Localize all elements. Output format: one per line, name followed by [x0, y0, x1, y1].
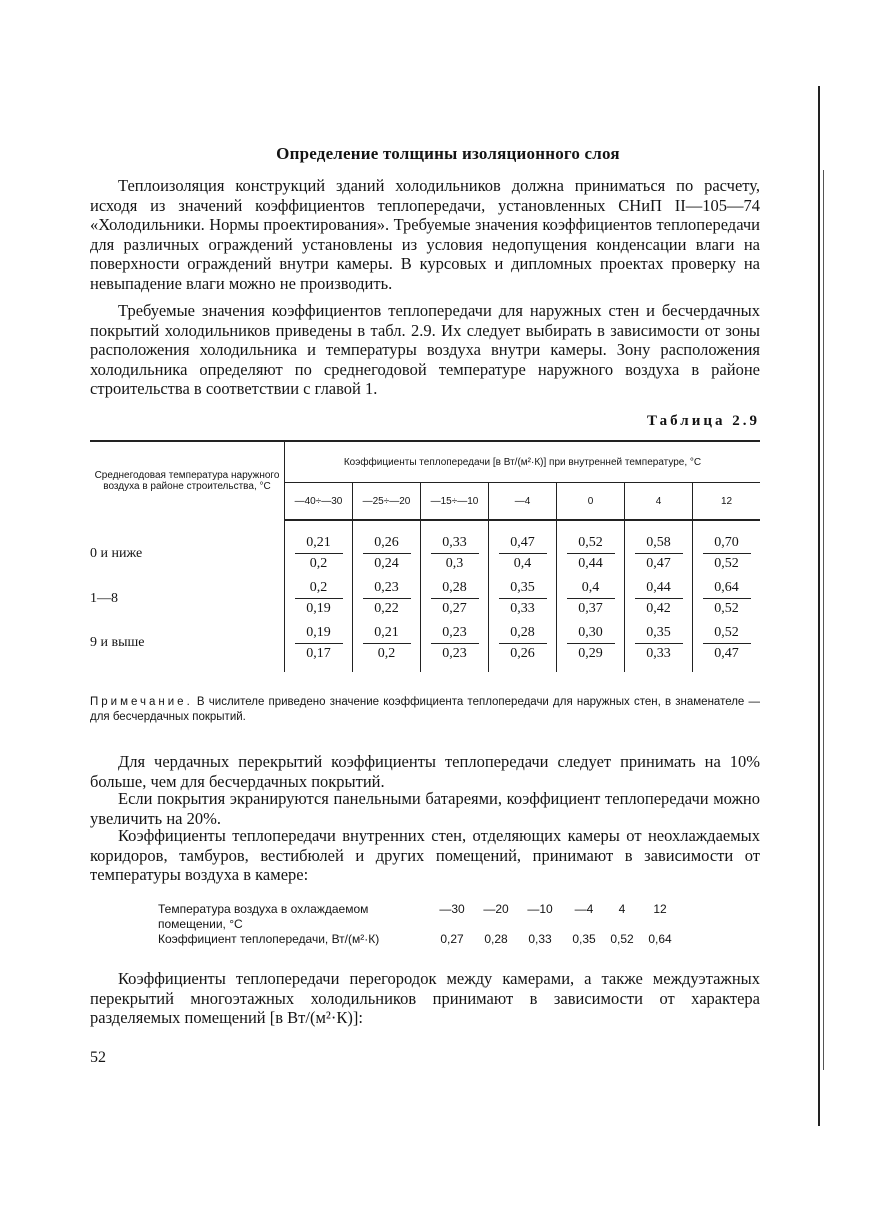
page-edge-line-inner — [823, 170, 824, 1070]
table-row — [90, 621, 760, 672]
denominator-value: 0,19 — [306, 601, 331, 616]
denominator-value: 0,4 — [513, 556, 532, 571]
denominator-value: 0,17 — [306, 646, 331, 661]
paragraph-partitions: Коэффициенты теплопередачи перегородок между камерами, а также междуэтажных перекрытий многоэтажных холодильников принимают в зависимости от характера разделяемых помещений [в Вт/(м²·К)]: — [90, 969, 760, 1027]
table-row — [90, 520, 760, 576]
numerator-value: 0,52 — [567, 533, 615, 554]
table-cell — [421, 576, 489, 621]
table-cell — [353, 520, 421, 576]
note-text: В числителе приведено значение коэффициента теплопередачи для наружных стен, в знаменателе — для бесчердачных покрытий. — [90, 696, 760, 723]
page-number: 52 — [90, 1049, 106, 1066]
temperature-value: —10 — [527, 902, 553, 916]
denominator-value: 0,37 — [578, 601, 603, 616]
coefficient-list — [158, 902, 684, 947]
numerator-value: 0,28 — [499, 623, 547, 644]
numerator-value: 0,21 — [295, 533, 343, 554]
paragraph-requirements: Требуемые значения коэффициентов теплопередачи для наружных стен и бесчердачных покрытий холодильников приведены в табл. 2.9. Их следует выбирать в зависимости от зоны расположения холодильника и температуры воздуха внутри камеры. Зону расположения холодильника определяют по среднегодовой температуре наружного воздуха в районе строительства в соответствии с главой 1. — [90, 301, 760, 398]
table-cell — [625, 621, 693, 672]
paragraph-panel-batteries: Если покрытия экранируются панельными батареями, коэффициент теплопередачи можно увеличить на 20%. — [90, 789, 760, 828]
coefficient-value: 0,33 — [528, 932, 552, 946]
denominator-value: 0,23 — [442, 646, 467, 661]
denominator-value: 0,26 — [510, 646, 535, 661]
note-label: Примечание. — [90, 696, 193, 708]
column-header: 12 — [693, 483, 761, 521]
denominator-value: 0,44 — [578, 556, 603, 571]
table-cell — [353, 576, 421, 621]
denominator-value: 0,22 — [374, 601, 399, 616]
numerator-value: 0,35 — [499, 578, 547, 599]
column-header: —25÷—20 — [353, 483, 421, 521]
numerator-value: 0,44 — [635, 578, 683, 599]
table-row — [90, 576, 760, 621]
denominator-value: 0,52 — [714, 601, 739, 616]
coefficient-value: 0,27 — [440, 932, 464, 946]
column-header: —4 — [489, 483, 557, 521]
table-cell — [557, 621, 625, 672]
denominator-value: 0,33 — [646, 646, 671, 661]
coefficient-value: 0,64 — [648, 932, 672, 946]
numerator-value: 0,23 — [363, 578, 411, 599]
section-heading: Определение толщины изоляционного слоя — [276, 144, 620, 163]
denominator-value: 0,3 — [445, 556, 464, 571]
table-cell — [693, 621, 761, 672]
table-caption: Таблица 2.9 — [647, 413, 760, 429]
temperature-value: —20 — [483, 902, 509, 916]
temperature-value: —4 — [574, 902, 594, 916]
numerator-value: 0,35 — [635, 623, 683, 644]
numerator-value: 0,23 — [431, 623, 479, 644]
numerator-value: 0,58 — [635, 533, 683, 554]
table-cell — [489, 576, 557, 621]
coefficient-label: Коэффициент теплопередачи, Вт/(м²·К) — [158, 932, 380, 946]
table-cell — [693, 520, 761, 576]
table-note — [90, 695, 760, 725]
coefficient-value: 0,28 — [484, 932, 508, 946]
numerator-value: 0,70 — [703, 533, 751, 554]
table-2-9 — [90, 440, 760, 672]
denominator-value: 0,52 — [714, 556, 739, 571]
denominator-value: 0,24 — [374, 556, 399, 571]
denominator-value: 0,47 — [714, 646, 739, 661]
numerator-value: 0,4 — [567, 578, 615, 599]
numerator-value: 0,26 — [363, 533, 411, 554]
table-cell — [625, 576, 693, 621]
numerator-value: 0,64 — [703, 578, 751, 599]
temperature-row — [158, 902, 684, 932]
denominator-value: 0,47 — [646, 556, 671, 571]
table-cell — [625, 520, 693, 576]
table-cell — [285, 520, 353, 576]
numerator-value: 0,21 — [363, 623, 411, 644]
paragraph-internal-walls: Коэффициенты теплопередачи внутренних стен, отделяющих камеры от неохлаждаемых коридоров, тамбуров, вестибюлей и других помещений, принимают в зависимости от температуры воздуха в камере: — [90, 826, 760, 884]
zone-label: 0 и ниже — [90, 520, 285, 576]
denominator-value: 0,27 — [442, 601, 467, 616]
temperature-value: —30 — [439, 902, 465, 916]
coefficient-row — [158, 932, 684, 947]
table-cell — [489, 520, 557, 576]
denominator-value: 0,2 — [309, 556, 328, 571]
table-cell — [557, 520, 625, 576]
table-cell — [489, 621, 557, 672]
denominator-value: 0,29 — [578, 646, 603, 661]
column-header: —15÷—10 — [421, 483, 489, 521]
numerator-value: 0,2 — [295, 578, 343, 599]
paragraph-insulation: Теплоизоляция конструкций зданий холодильников должна приниматься по расчету, исходя из значений коэффициентов теплопередачи, установленных СНиП II—105—74 «Холодильники. Нормы проектирования». Требуемые значения коэффициентов теплопередачи для различных ограждений установлены из условия недопущения конденсации влаги на поверхности ограждений внутри камеры. В курсовых и дипломных проектах проверку на невыпадение влаги можно не производить. — [90, 176, 760, 293]
table-cell — [353, 621, 421, 672]
page-edge-line — [818, 86, 820, 1126]
table-cell — [421, 520, 489, 576]
coefficient-value: 0,52 — [610, 932, 634, 946]
coefficient-group-header: Коэффициенты теплопередачи [в Вт/(м²·К)] при внутренней температуре, °С — [285, 441, 761, 483]
column-header: —40÷—30 — [285, 483, 353, 521]
numerator-value: 0,47 — [499, 533, 547, 554]
table-cell — [693, 576, 761, 621]
denominator-value: 0,33 — [510, 601, 535, 616]
denominator-value: 0,2 — [377, 646, 396, 661]
column-header: 0 — [557, 483, 625, 521]
temperature-label: Температура воздуха в охлаждаемом помещении, °С — [158, 902, 369, 931]
temperature-value: 12 — [653, 902, 667, 916]
table-cell — [421, 621, 489, 672]
table-cell — [285, 621, 353, 672]
numerator-value: 0,52 — [703, 623, 751, 644]
zone-label: 9 и выше — [90, 621, 285, 672]
temperature-value: 4 — [618, 902, 626, 916]
column-header: 4 — [625, 483, 693, 521]
denominator-value: 0,42 — [646, 601, 671, 616]
coefficient-value: 0,35 — [572, 932, 596, 946]
numerator-value: 0,30 — [567, 623, 615, 644]
paragraph-attic: Для чердачных перекрытий коэффициенты теплопередачи следует принимать на 10% больше, чем для бесчердачных покрытий. — [90, 752, 760, 791]
table-cell — [557, 576, 625, 621]
numerator-value: 0,28 — [431, 578, 479, 599]
numerator-value: 0,19 — [295, 623, 343, 644]
numerator-value: 0,33 — [431, 533, 479, 554]
table-cell — [285, 576, 353, 621]
zone-label: 1—8 — [90, 576, 285, 621]
zone-column-header: Среднегодовая температура наружного воздуха в районе строительства, °С — [90, 441, 285, 520]
